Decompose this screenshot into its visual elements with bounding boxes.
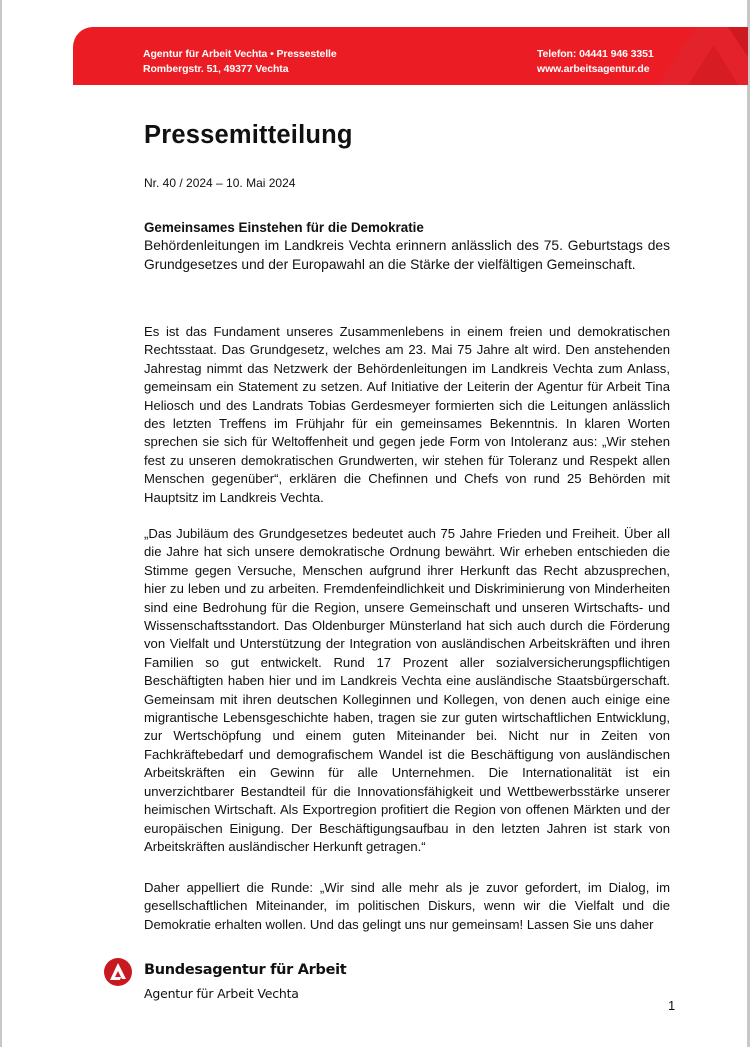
header-phone: Telefon: 04441 946 3351 xyxy=(537,48,654,60)
header-website-link[interactable]: www.arbeitsagentur.de xyxy=(537,63,650,75)
page-border xyxy=(0,0,2,1047)
footer-sub-organization: Agentur für Arbeit Vechta xyxy=(144,986,299,1001)
subject-block xyxy=(144,219,670,274)
body-paragraph: Daher appelliert die Runde: „Wir sind alle mehr als je zuvor gefordert, im Dialog, im gesellschaftlichen Miteinander, im politischen Diskurs, wenn wir die Vielfalt und die Demokratie erhalten wollen. Und das gelingt uns nur gemeinsam! Lassen Sie uns daher xyxy=(144,880,670,932)
header-contact xyxy=(537,47,654,77)
body-paragraph: „Das Jubiläum des Grundgesetzes bedeutet auch 75 Jahre Frieden und Freiheit. Über all die Jahre hat sich unsere demokratische Ordnung bewährt. Wir erheben entschieden die Stimme gegen Versuche, Menschen aufgrund ihrer Herkunft das Recht abzusprechen, hier zu leben und zu arbeiten. Fremdenfeindlichkeit und Diskriminierung von Minderheiten sind eine Bedrohung für die Region, unsere Gemeinschaft und unseren Wirtschafts- und Wissenschaftsstandort. Das Oldenburger Münsterland hat sich auch durch die Förderung von Vielfalt und Unterstützung der Integration von ausländischen Arbeitskräften und ihren Familien so gut entwickelt. Rund 17 Prozent aller sozialversicherungspflichtigen Beschäftigten haben hier und im Landkreis Vechta eine ausländische Staatsbürgerschaft. Gemeinsam mit ihren deutschen Kolleginnen und Kollegen, von denen auch einige eine migrantische Lebensgeschichte haben, tragen sie zur guten wirtschaftlichen Entwicklung, zur Wertschöpfung und einem guten Miteinander bei. Nicht nur in Zeiten von Fachkräftebedarf und demografischem Wandel ist die Beschäftigung von ausländischen Arbeitskräften ein Gewinn für alle Unternehmen. Die Internationalität ist ein unverzichtbarer Bestandteil für die Innovationsfähigkeit und Wettbewerbsstärke unserer heimischen Wirtschaft. Als Exportregion profitiert die Region von offenen Märkten und der europäischen Einigung. Der Beschäftigungsaufbau in den letzten Jahren ist stark von Arbeitskräften ausländischer Herkunft getragen.“ xyxy=(144,526,670,854)
footer-organization: Bundesagentur für Arbeit xyxy=(144,962,347,978)
header-address xyxy=(143,47,337,77)
letterhead-banner xyxy=(73,27,748,85)
subject-heading: Gemeinsames Einstehen für die Demokratie xyxy=(144,220,424,235)
press-release-number-date: Nr. 40 / 2024 – 10. Mai 2024 xyxy=(144,176,296,190)
header-street-line: Rombergstr. 51, 49377 Vechta xyxy=(143,63,289,75)
ba-arrow-watermark-icon xyxy=(638,27,748,85)
ba-logo-icon xyxy=(103,957,133,987)
document-title: Pressemitteilung xyxy=(144,121,353,149)
header-agency-line: Agentur für Arbeit Vechta • Pressestelle xyxy=(143,48,337,60)
page-number: 1 xyxy=(668,998,676,1013)
subject-subheading: Behördenleitungen im Landkreis Vechta erinnern anlässlich des 75. Geburtstags des Grundgesetzes und der Europawahl an die Stärke der vielfältigen Gemeinschaft. xyxy=(144,238,670,272)
body-paragraph: Es ist das Fundament unseres Zusammenlebens in einem freien und demokratischen Rechtsstaat. Das Grundgesetz, welches am 23. Mai 75 Jahre alt wird. Den anstehenden Jahrestag nimmt das Netzwerk der Behördenleitungen im Landkreis Vechta zum Anlass, gemeinsam ein Statement zu setzen. Auf Initiative der Leiterin der Agentur für Arbeit Tina Heliosch und des Landrats Tobias Gerdesmeyer formierten sich die Leitungen anlässlich des letzten Treffens im Frühjahr für ein gemeinsames Bekenntnis. In klaren Worten sprechen sie sich für Weltoffenheit und gegen jede Form von Intoleranz aus: „Wir stehen fest zu unseren demokratischen Grundwerten, wir stehen für Toleranz und Respekt allen Menschen gegenüber“, erklären die Chefinnen und Chefs von rund 25 Behörden mit Hauptsitz im Landkreis Vechta. xyxy=(144,324,670,505)
